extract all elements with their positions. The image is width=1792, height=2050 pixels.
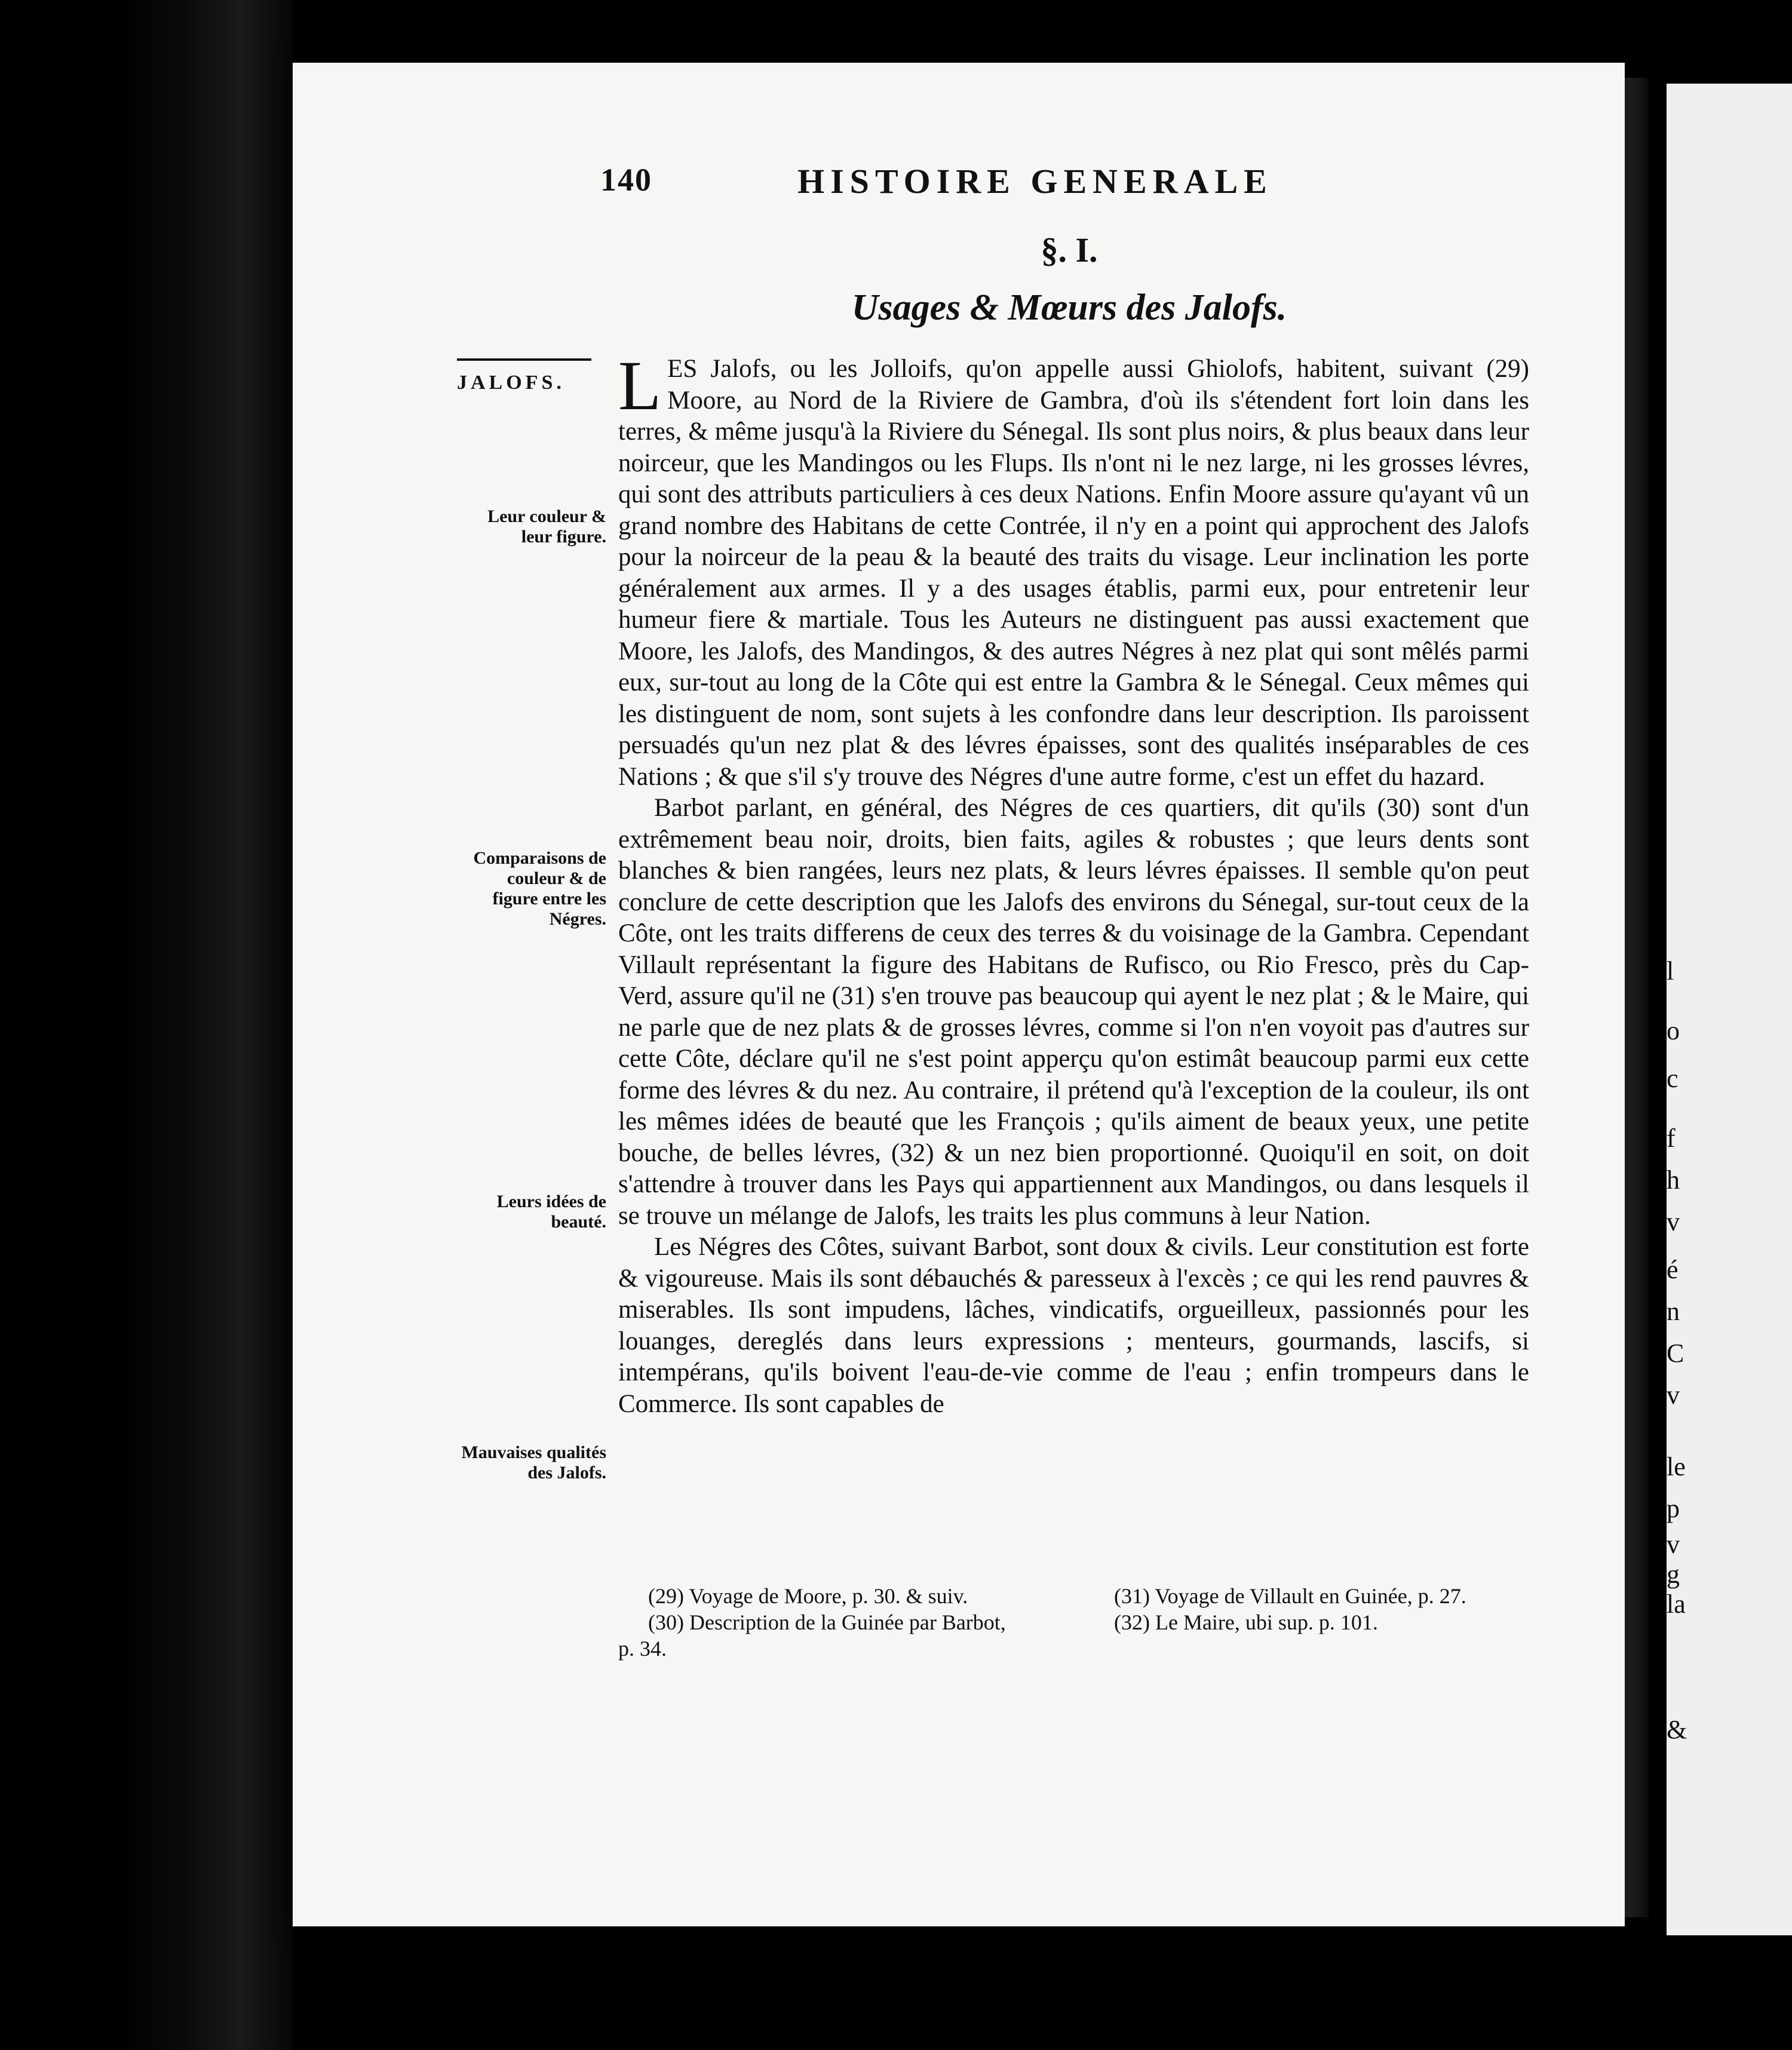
facing-letter: v [1667, 1530, 1680, 1559]
facing-letter: la [1667, 1589, 1686, 1619]
paragraph [618, 346, 1529, 793]
footnote-30-continuation: p. 34. [618, 1637, 667, 1661]
running-title: HISTOIRE GENERALE [797, 162, 1273, 201]
running-header [600, 161, 1293, 203]
chapter-subtitle: Usages & Mœurs des Jalofs. [851, 287, 1287, 328]
footnote-29: (29) Voyage de Moore, p. 30. & suiv. [648, 1584, 968, 1608]
footnote-32: (32) Le Maire, ubi sup. p. 101. [1114, 1610, 1378, 1634]
facing-letter: v [1667, 1380, 1680, 1410]
facing-letter: f [1667, 1124, 1676, 1153]
page-number: 140 [600, 162, 652, 198]
body-text [618, 346, 1529, 1420]
margin-heading: JALOFS. [457, 358, 591, 394]
footnote-30: (30) Description de la Guinée par Barbot, [648, 1610, 1006, 1634]
facing-letter: p [1667, 1494, 1680, 1523]
footnotes-right [1114, 1583, 1544, 1635]
book-gutter [119, 0, 293, 2050]
page-edge-shadow [1625, 78, 1649, 1917]
margin-note: Leurs idées de beauté. [496, 1192, 606, 1232]
facing-letter: o [1667, 1016, 1680, 1045]
facing-letter: n [1667, 1297, 1680, 1326]
margin-note: Leur couleur & leur figure. [487, 507, 606, 547]
paragraph-text: ES Jalofs, ou les Jolloifs, qu'on appelle aussi Ghiolofs, habitent, suivant (29) Moore, au Nord de la Riviere de Gambra, d'où ils s'étendent fort loin dans les terres, & même jusqu'à la Riviere du Sénegal. Ils sont plus noirs, & plus beaux dans leur noirceur, que les Mandingos ou les Flups. Ils n'ont ni le nez large, ni les grosses lévres, qui sont des attributs particuliers à ces deux Nations. Enfin Moore assure qu'ayant vû un grand nombre des Habitans de cette Contrée, il n'y en a point qui approchent des Jalofs pour la noirceur de la peau & la beauté des traits du visage. Leur inclination les porte généralement aux armes. Il y a des usages établis, parmi eux, pour entretenir leur humeur fiere & martiale. Tous les Auteurs ne distinguent pas aussi exactement que Moore, les Jalofs, des Mandingos, & des autres Négres à nez plat qui sont mêlés parmi eux, sur-tout au long de la Côte qui est entre la Gambra & le Sénegal. Ceux mêmes qui les distinguent de nom, sont sujets à les confondre dans leur description. Ils paroissent persuadés qu'un nez plat & des lévres épaisses, sont des qualités inséparables de ces Nations ; & que s'il s'y trouve des Négres d'une autre forme, c'est un effet du hazard. [618, 355, 1529, 791]
paragraph: Les Négres des Côtes, suivant Barbot, sont doux & civils. Leur constitution est forte & vigoureuse. Mais ils sont débauchés & paresseux à l'excès ; ce qui les rend pauvres & miserables. Ils sont impudens, lâches, vindicatifs, orgueilleux, passionnés pour les louanges, dereglés dans leurs expressions ; menteurs, gourmands, lascifs, si intempérans, qu'ils boivent l'eau-de-vie comme de l'eau ; enfin trompeurs dans le Commerce. Ils sont capables de [618, 1233, 1529, 1418]
footnotes-left [648, 1583, 1114, 1635]
facing-letter: & [1667, 1715, 1687, 1744]
facing-letter: C [1667, 1339, 1684, 1368]
margin-note: Comparaisons de couleur & de figure entre les Négres. [473, 848, 606, 929]
facing-letter: c [1667, 1064, 1679, 1093]
facing-letter: g [1667, 1560, 1680, 1589]
facing-letter: h [1667, 1165, 1680, 1195]
facing-letter: le [1667, 1452, 1686, 1481]
facing-letter: é [1667, 1255, 1679, 1284]
paragraph: Barbot parlant, en général, des Négres de ces quartiers, dit qu'ils (30) sont d'un extrêmement beau noir, droits, bien faits, agiles & robustes ; que leurs dents sont blanches & bien rangées, leurs nez plats, & leurs lévres épaisses. Il semble qu'on peut conclure de cette description que les Jalofs des environs du Sénegal, sur-tout ceux de la Côte, ont les traits differens de ceux des terres & du voisinage de la Gambra. Cependant Villault représentant la figure des Habitans de Rufisco, ou Rio Fresco, près du Cap-Verd, assure qu'il ne (31) s'en trouve pas beaucoup qui ayent le nez plat ; & le Maire, qui ne parle que de nez plats & de grosses lévres, comme si l'on n'en voyoit pas d'autres sur cette Côte, déclare qu'il ne s'est point apperçu qu'on estimât beaucoup parmi eux cette forme des lévres & du nez. Au contraire, il prétend qu'à l'exception de la couleur, ils ont les mêmes idées de beauté que les François ; qu'ils aiment de beaux yeux, une petite bouche, de belles lévres, (32) & un nez bien proportionné. Quoiqu'il en soit, on doit s'attendre à trouver dans les Pays qui appartiennent aux Mandingos, ou dans lesquels il se trouve un mélange de Jalofs, les traits les plus communs à leur Nation. [618, 794, 1529, 1230]
margin-note: Mauvaises qualités des Jalofs. [461, 1443, 606, 1483]
facing-letter: l [1667, 956, 1674, 986]
facing-letter: v [1667, 1207, 1680, 1236]
section-number: §. I. [1041, 231, 1098, 269]
facing-page-fragment [1667, 84, 1792, 1935]
drop-cap: L [618, 346, 662, 425]
footnote-31: (31) Voyage de Villault en Guinée, p. 27. [1114, 1584, 1466, 1608]
